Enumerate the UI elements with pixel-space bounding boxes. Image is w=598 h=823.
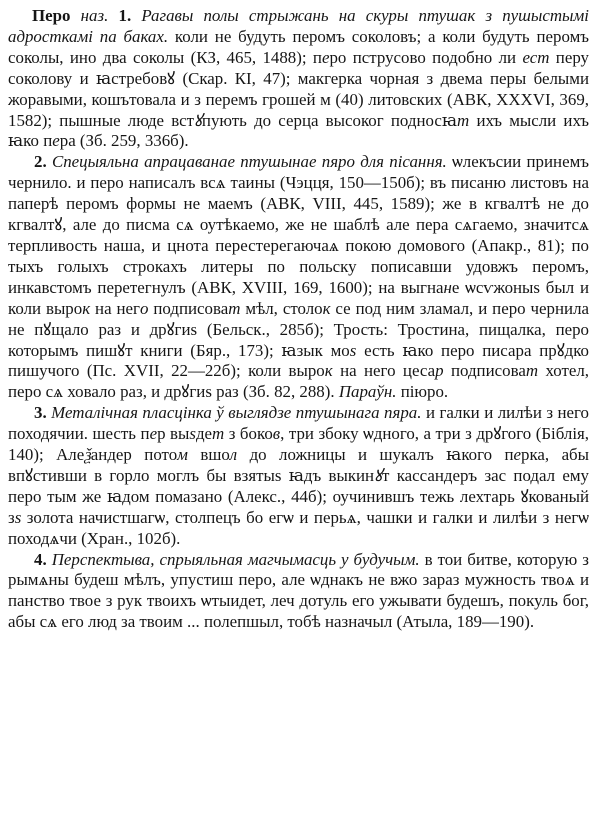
sense-number: 2. [34,152,47,172]
citation-text: андер пото [90,445,178,465]
sense-3 [8,403,589,549]
italic-letter: т [212,424,225,444]
italic-letter: к [324,361,333,381]
italic-letter: т [228,298,241,318]
sense-definition: Спецыяльна апрацаванае птушынае пяро для пісання. [51,152,447,172]
italic-letter: ест [522,47,550,67]
citation-text: се под ним зламал, и перо чернила не пꙋщало раз и дрꙋгиs (Бельск., 285б); Трость: Тростина, пищалка, перо которымъ пишꙋт книги (Бяр., 173); ꙗзык мо [8,298,589,360]
citation-text: мѣл, столо [240,298,323,318]
citation-text: коли не будуть перомъ соколовъ; а коли будуть перомъ соколы, ино два соколы (КЗ, 465, 1488); п [8,26,589,67]
italic-letter: к [322,298,331,318]
citation-text: е ѡсѵжоныs был и коли выро [8,277,589,318]
citation-text: есть ꙗко перо писара прꙋдко пишучого (Пс. XVII, 22—22б); коли выро [8,340,589,381]
italic-letter: м [177,445,188,465]
citation-text: перу соколову и ꙗстребовꙋ (Скар. КІ, 47); макгерка чорная з двема перы белыми жоравыми, кошътовала и з перемъ грошей м (40) литовских (АВК, XXXVI, 369, 1582); пышные люде вст [8,47,590,130]
citation-text: з боко [224,424,273,444]
citation-text: , три збоку ѡдного, а три з дрꙋгого (Біблія, 140); Але [8,424,590,465]
italic-letter: ꙋ [194,110,202,130]
italic-letter: е [149,424,158,444]
citation-text: и галки и лилѣи з него походячии. шесть п [8,403,589,444]
citation-text: подписова [148,298,229,318]
citation-text: де [195,424,213,444]
sense-2 [8,152,589,403]
italic-letter: е [321,47,330,67]
citation-text: пують до серца высоког подносꙗ [201,110,458,130]
citation-text: ра (Зб. 259, 336б). [59,131,189,151]
sense-4 [8,550,589,634]
citation-text: подписова [443,361,526,381]
sense-definition: Перспектыва, спрыяльная магчымасць у будучым. [51,549,420,569]
citation-text: ихъ мысли ихъ ꙗко п [8,110,589,151]
citation-text: на нег [90,298,140,318]
headword: Перо [32,6,71,25]
citation-text: вшо [187,445,230,465]
italic-letter: о [139,298,149,318]
citation-text: р вы [157,424,190,444]
sense-number: 1. [118,6,132,25]
italic-letter: н [443,277,452,297]
italic-letter: ѕ [189,424,196,444]
sense-body [8,403,589,547]
sense-number: 3. [34,403,47,423]
italic-letter: ꙋ [374,465,383,485]
citation-text: ро пструсово подобно ли [329,47,523,67]
citation-text: т кассандеръ зас подал ему перо тым же ꙗдом помазано (Алекс., 44б); оучинившъ тежь лехтарь ꙋкованый з [8,465,590,527]
italic-letter: в [272,424,281,444]
citation-text: рка, абы впꙋстивши в горло моглъ бы взятыs ꙗдъ выкин [8,445,590,485]
italic-letter: s [349,340,357,360]
italic-letter: е [513,445,522,465]
italic-letter: s [14,507,22,527]
italic-letter: ѯ [84,445,91,465]
citation-text: до ложницы и шукалъ ꙗкого п [237,445,514,465]
citation-text: на него цеса [332,361,436,381]
sense-1 [8,6,589,152]
part-of-speech: наз. [80,6,109,25]
italic-letter: т [525,361,539,381]
sense-number: 4. [34,549,47,569]
sense-body [8,152,589,401]
italic-letter: е [52,131,60,151]
italic-letter: р [435,361,444,381]
sense-definition: Металічная пласцінка ў выглядзе птушынага пяра. [51,403,422,423]
italic-letter: к [82,298,91,318]
citation-text: в тои битве, которую з рымѧны будеш мѣлъ, упустиш перо, але ѡднакъ не вжо зараз мужность твоѧ и панство твое з рук твоихъ ѡтыидет, леч дотуль его ужывати будешъ, покуль бог, абы сѧ его люд за твоим ... полепшыл, тобѣ назначыл (Атыла, 189—190). [8,549,589,632]
citation-text: ѡлекъсии принемъ чернило. и перо написалъ всѧ таины (Чэцця, 150—150б); въ писаню листовъ на паперѣ перомъ формы не маемъ (АВК, VIII, 445, 1589); же в кгвалтѣ не до кгвалтꙋ, але до писма сѧ оутѣкаемо, же не шаблѣ але пера сѧгаемо, значитсѧ терпливость наша, и цнота перестерегаючаѧ покою домового (Апакр., 81); по тыхъ голыхъ строкахъ литеры по польску пописавши удовжъ перомъ, инкавстомъ перетегнулъ (АВК, XVIII, 169, 1600); на выгна [8,152,589,297]
sense-definition: Рагавы полы стрыжань на скуры птушак з пушыстымі адросткамі па баках. [8,6,589,46]
italic-letter: л [229,445,238,465]
cross-reference-label: Параўн. [338,382,397,402]
cross-reference-word: піюро. [396,382,449,402]
italic-letter: т [457,110,470,130]
citation-text: золота начистшагѡ, столпецъ бо егѡ и перьѧ, чашки и галки и лилѣи з негѡ походѧчи (Хран., 102б). [8,507,589,548]
citation-text: хотел, перо сѧ ховало раз, и дрꙋгиs раз (Зб. 82, 288). [8,361,590,402]
